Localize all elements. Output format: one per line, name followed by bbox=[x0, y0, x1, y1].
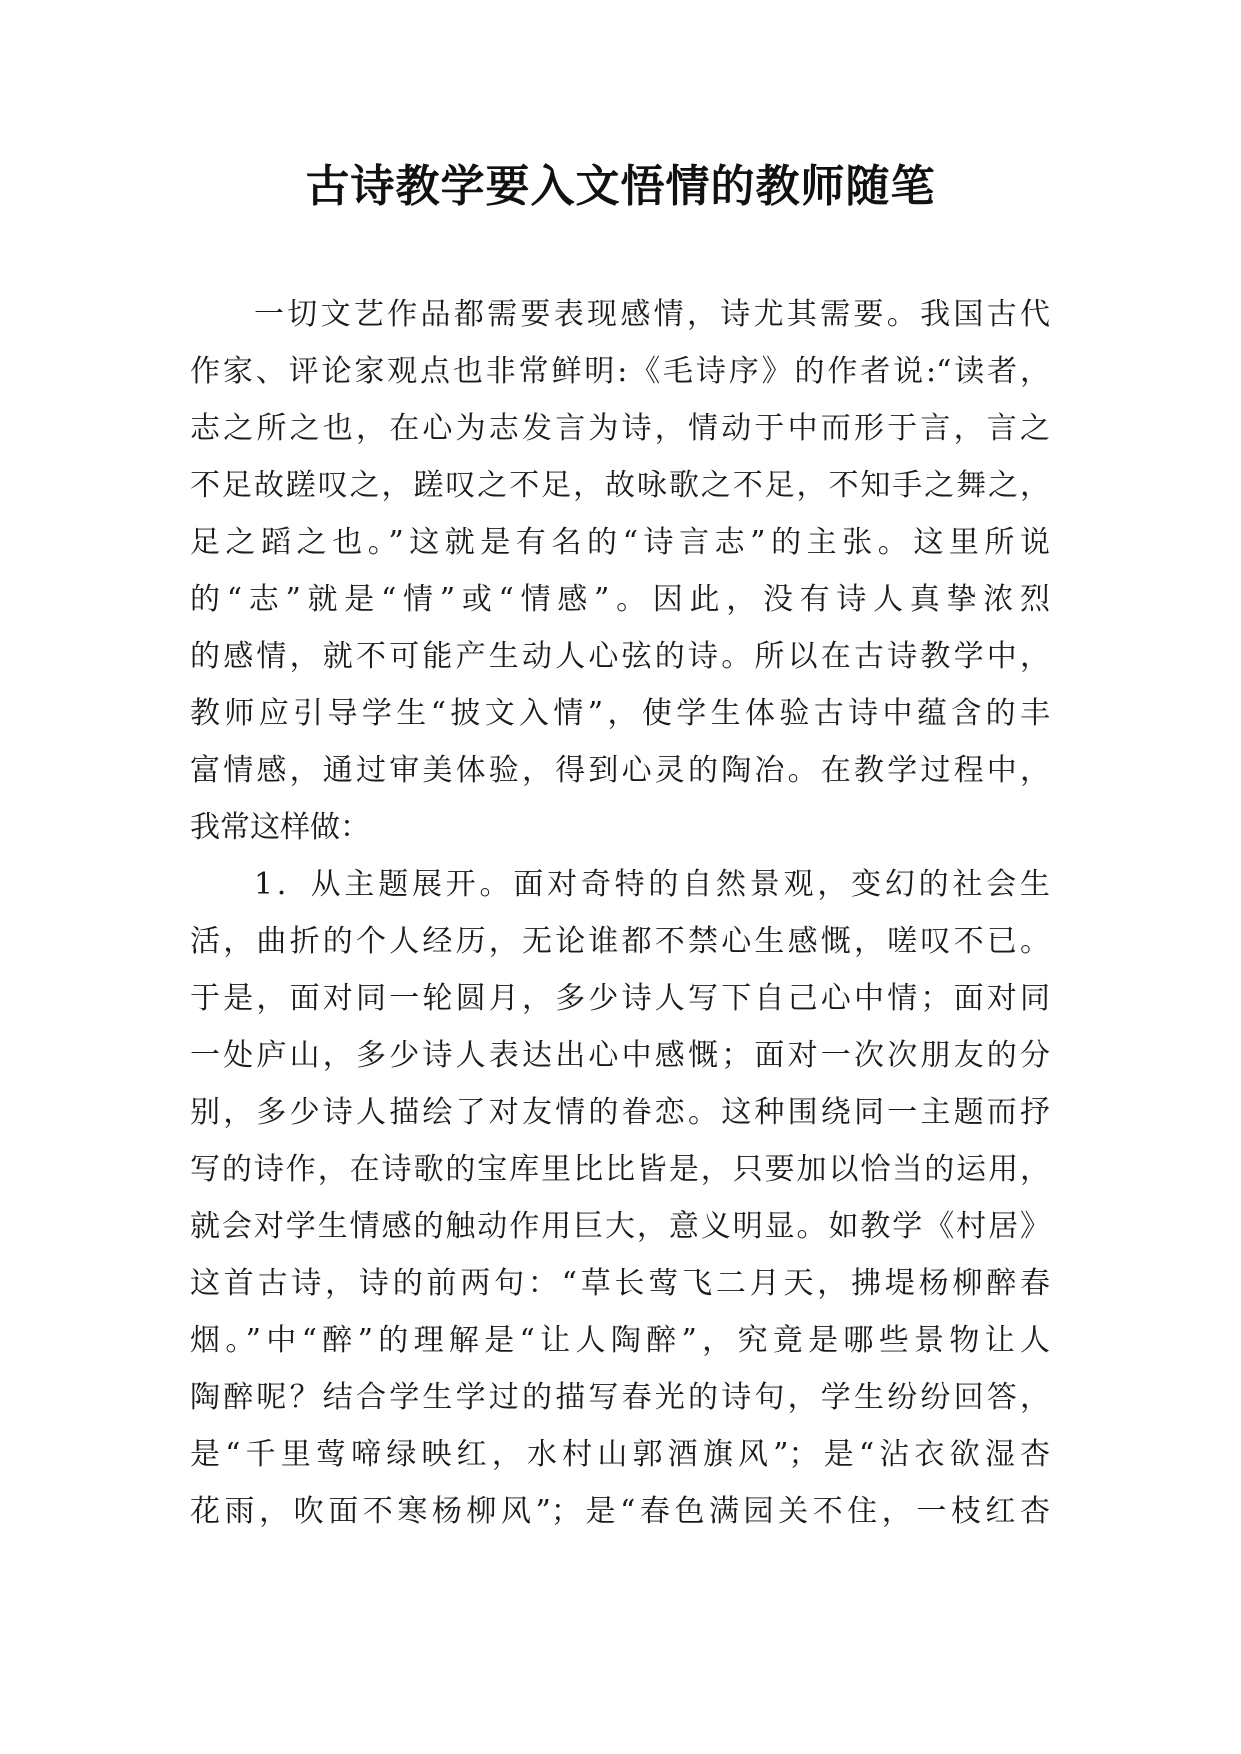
paragraph-line: 写的诗作，在诗歌的宝库里比比皆是，只要加以恰当的运用， bbox=[190, 1152, 1050, 1187]
paragraph-line: 作家、评论家观点也非常鲜明:《毛诗序》的作者说:“读者， bbox=[190, 354, 1050, 389]
paragraph-line: 1．从主题展开。面对奇特的自然景观，变幻的社会生 bbox=[254, 867, 1050, 902]
paragraph-line: 一切文艺作品都需要表现感情，诗尤其需要。我国古代 bbox=[254, 297, 1050, 332]
paragraph-line: 的“志”就是“情”或“情感”。因此，没有诗人真挚浓烈 bbox=[190, 582, 1050, 617]
paragraph-line: 就会对学生情感的触动作用巨大，意义明显。如教学《村居》 bbox=[190, 1209, 1050, 1244]
document-title: 古诗教学要入文悟情的教师随笔 bbox=[305, 161, 936, 212]
paragraph-line: 一处庐山，多少诗人表达出心中感慨；面对一次次朋友的分 bbox=[190, 1038, 1050, 1073]
paragraph-line: 烟。”中“醉”的理解是“让人陶醉”，究竟是哪些景物让人 bbox=[190, 1323, 1050, 1358]
document-body bbox=[190, 286, 1050, 1540]
paragraph-line: 志之所之也，在心为志发言为诗，情动于中而形于言，言之 bbox=[190, 411, 1050, 446]
paragraph-line: 别，多少诗人描绘了对友情的眷恋。这种围绕同一主题而抒 bbox=[190, 1095, 1050, 1130]
paragraph-line: 是“千里莺啼绿映红，水村山郭酒旗风”；是“沾衣欲湿杏 bbox=[190, 1437, 1050, 1472]
paragraph-line: 花雨，吹面不寒杨柳风”；是“春色满园关不住，一枝红杏 bbox=[190, 1494, 1050, 1529]
paragraph-line: 教师应引导学生“披文入情”，使学生体验古诗中蕴含的丰 bbox=[190, 696, 1050, 731]
paragraph-line: 于是，面对同一轮圆月，多少诗人写下自己心中情；面对同 bbox=[190, 981, 1050, 1016]
paragraph-line: 的感情，就不可能产生动人心弦的诗。所以在古诗教学中， bbox=[190, 639, 1050, 674]
paragraph-line: 我常这样做： bbox=[190, 810, 370, 845]
paragraph-line: 足之蹈之也。”这就是有名的“诗言志”的主张。这里所说 bbox=[190, 525, 1050, 560]
paragraph-line: 富情感，通过审美体验，得到心灵的陶冶。在教学过程中， bbox=[190, 753, 1050, 788]
paragraph-line: 活，曲折的个人经历，无论谁都不禁心生感慨，嗟叹不已。 bbox=[190, 924, 1050, 959]
paragraph-line: 陶醉呢？结合学生学过的描写春光的诗句，学生纷纷回答， bbox=[190, 1380, 1050, 1415]
paragraph-line: 不足故蹉叹之，蹉叹之不足，故咏歌之不足，不知手之舞之， bbox=[190, 468, 1050, 503]
paragraph-line: 这首古诗，诗的前两句：“草长莺飞二月天，拂堤杨柳醉春 bbox=[190, 1266, 1050, 1301]
